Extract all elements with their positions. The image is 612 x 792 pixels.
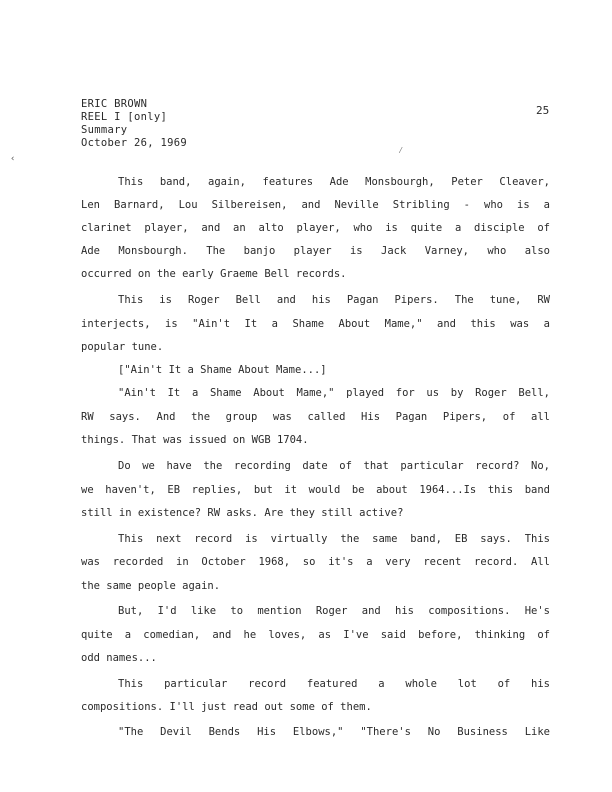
text-line: the same people again. [81,580,221,592]
page-number: 25 [536,104,550,117]
text-line: interjects, is "Ain't It a Shame About Mame," and this was a [81,318,550,330]
interview-date: October 26, 1969 [81,137,187,149]
scan-speck: ⁄ [398,146,404,156]
text-line: Do we have the recording date of that particular record? No, [118,460,550,472]
text-line: clarinet player, and an alto player, who is quite a disciple of [81,222,550,234]
text-line: This is Roger Bell and his Pagan Pipers. The tune, RW [118,294,550,306]
interviewee-name: ERIC BROWN [81,98,148,110]
reel-label: REEL I [only] [81,111,168,123]
document-header [81,98,187,150]
text-line: still in existence? RW asks. Are they still active? [81,507,404,519]
text-line: "The Devil Bends His Elbows," "There's No Business Like [118,726,550,738]
text-line: popular tune. [81,341,164,353]
text-line: This band, again, features Ade Monsbourgh, Peter Cleaver, [118,176,550,188]
text-line: This particular record featured a whole lot of his [118,678,550,690]
text-line: ["Ain't It a Shame About Mame...] [118,364,327,376]
text-line: "Ain't It a Shame About Mame," played for us by Roger Bell, [118,387,550,399]
text-line: was recorded in October 1968, so it's a very recent record. All [81,556,550,568]
text-line: compositions. I'll just read out some of them. [81,701,372,713]
text-line: odd names... [81,652,157,664]
text-line: Len Barnard, Lou Silbereisen, and Neville Stribling - who is a [81,199,550,211]
text-line: things. That was issued on WGB 1704. [81,434,309,446]
text-line: we haven't, EB replies, but it would be about 1964...Is this band [81,484,550,496]
scan-speck: ‹ [10,154,16,164]
text-line: RW says. And the group was called His Pagan Pipers, of all [81,411,550,423]
document-type: Summary [81,124,128,136]
text-line: But, I'd like to mention Roger and his compositions. He's [118,605,550,617]
text-line: quite a comedian, and he loves, as I've said before, thinking of [81,629,550,641]
text-line: occurred on the early Graeme Bell records. [81,268,347,280]
text-line: Ade Monsbourgh. The banjo player is Jack Varney, who also [81,245,550,257]
text-line: This next record is virtually the same band, EB says. This [118,533,550,545]
